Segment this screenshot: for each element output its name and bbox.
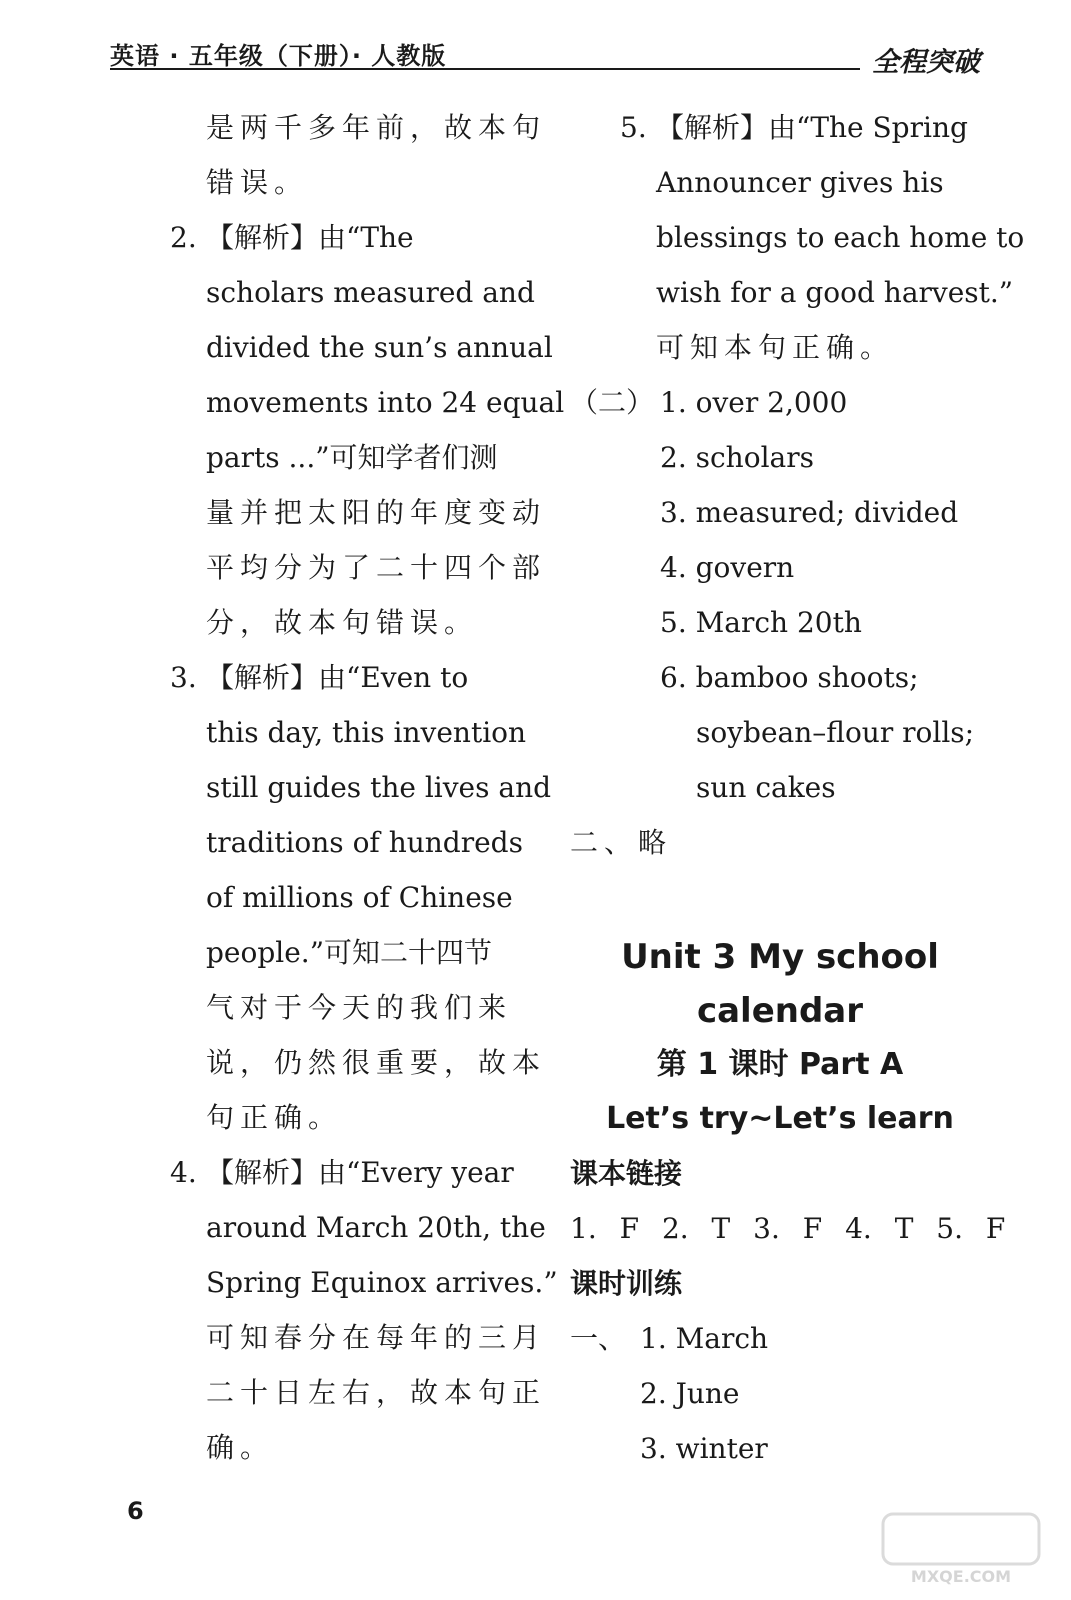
book-info: 英语 · 五年级（下册）· 人教版 <box>110 42 447 70</box>
fill-answer-2: 2. scholars <box>660 441 814 474</box>
unit-title: Unit 3 My school <box>621 937 939 977</box>
page-header <box>110 36 990 76</box>
right-column <box>570 100 1025 1476</box>
textbook-link-heading: 课本链接 <box>570 1157 683 1190</box>
fill-answer-3: 3. measured; divided <box>660 496 959 529</box>
textbook-link-answers: 1. F 2. T 3. F 4. T 5. F <box>570 1212 1006 1245</box>
practice-answers <box>570 1311 990 1476</box>
lesson-title: 第 1 课时 Part A <box>656 1047 904 1082</box>
unit-title-cont: calendar <box>696 991 864 1031</box>
left-column <box>170 100 565 1475</box>
practice-answer-1: 1. March <box>640 1322 769 1355</box>
practice-answer-3: 3. winter <box>640 1432 768 1465</box>
watermark-logo <box>881 1510 1041 1590</box>
item-number: 2. <box>170 221 197 254</box>
fill-answer-6: 6. bamboo shoots; <box>660 661 919 694</box>
page-number: 6 <box>127 1497 144 1525</box>
answer-item-3: 3. 【解析】由“Even to this day, this invention still guides the lives and traditions of hundreds of millions of Chinese people.”可知二十四节 气对于今天的我们来 说，仍然很重要，故本 句正确。 <box>170 650 550 1145</box>
practice-label: 一、 <box>570 1322 627 1355</box>
fill-answer-1: 1. over 2,000 <box>660 386 848 419</box>
practice-answer-2: 2. June <box>640 1377 740 1410</box>
header-rule <box>110 68 860 70</box>
practice-heading: 课时训练 <box>570 1267 683 1300</box>
fill-answer-5: 5. March 20th <box>660 606 862 639</box>
item-number: 5. <box>620 111 647 144</box>
section-two: 二、略 <box>570 826 673 859</box>
fill-answer-4: 4. govern <box>660 551 795 584</box>
part-two-answers: （二） 1. over 2,000 2. scholars 3. measured; divided 4. govern 5. March 20th 6. bamboo shoots; soybean–flour rolls; sun cakes <box>570 375 990 815</box>
svg-text:MXQE.COM: MXQE.COM <box>910 1567 1012 1586</box>
lesson-subtitle: Let’s try~Let’s learn <box>606 1101 954 1136</box>
unit-heading <box>570 930 990 1146</box>
answer-item-5: 5. 【解析】由“The Spring Announcer gives his blessings to each home to wish for a good harvest.” 可知本句正确。 <box>570 100 990 375</box>
answer-item-2: 2. 【解析】由“The scholars measured and divided the sun’s annual movements into 24 equal parts ...”可知学者们测 量并把太阳的年度变动 平均分为了二十四个部 分，故本句错误。 <box>170 210 550 650</box>
item-number: 4. <box>170 1156 197 1189</box>
part-two-label: （二） <box>570 386 655 419</box>
continuation-text: 是两千多年前，故本句 错误。 <box>206 111 547 199</box>
answer-item-4: 4. 【解析】由“Every year around March 20th, the Spring Equinox arrives.” 可知春分在每年的三月 二十日左右，故本句正 确。 <box>170 1145 550 1475</box>
item-number: 3. <box>170 661 197 694</box>
brand-logo: 全程突破 <box>872 47 980 78</box>
